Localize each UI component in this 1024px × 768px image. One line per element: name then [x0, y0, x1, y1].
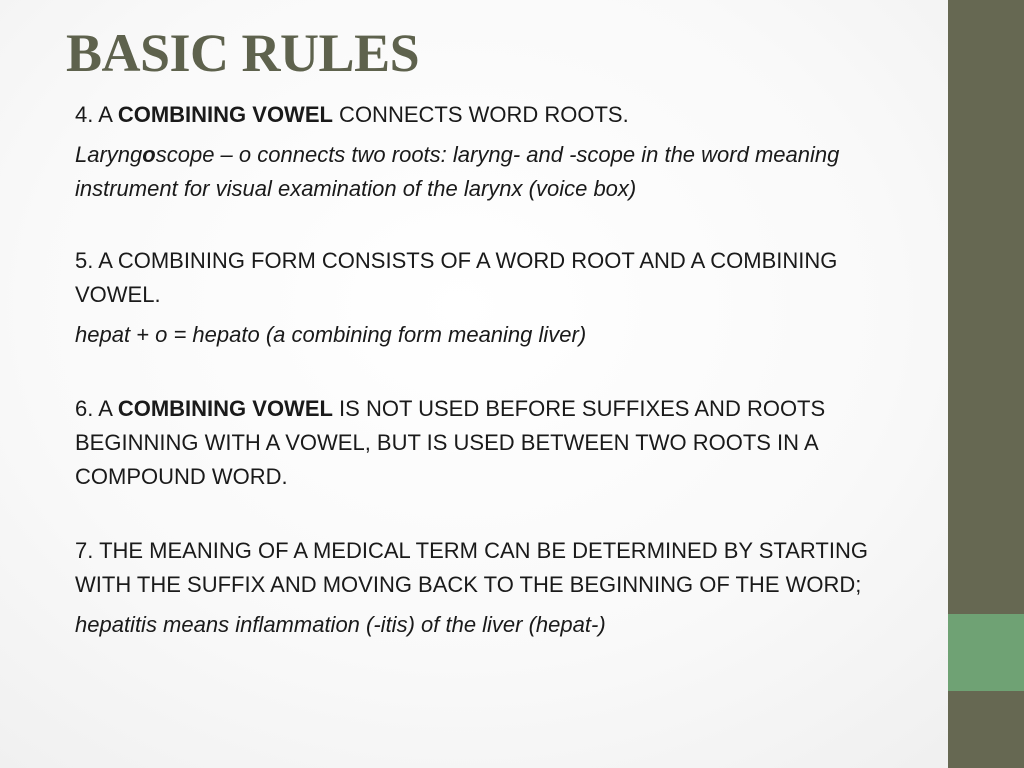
rule-6-emphasis: COMBINING VOWEL — [117, 396, 333, 421]
rule-6-prefix: 6. A — [75, 396, 118, 421]
rule-5-example: hepat + o = hepato (a combining form meaning liver) — [75, 322, 587, 347]
slide-title: BASIC RULES — [66, 23, 420, 83]
rule-4-prefix: 4. A — [75, 102, 118, 127]
side-accent-block — [948, 614, 1024, 691]
rule-4-suffix: CONNECTS WORD ROOTS. — [332, 102, 629, 127]
rule-7: 7. THE MEANING OF A MEDICAL TERM CAN BE DETERMINED BY STARTING WITH THE SUFFIX AND MOVING BACK TO THE BEGINNING OF THE WORD; — [75, 538, 868, 597]
rule-7-example: hepatitis means inflammation (-itis) of the liver (hepat-) — [75, 612, 606, 637]
rule-5: 5. A COMBINING FORM CONSISTS OF A WORD ROOT AND A COMBINING VOWEL. — [75, 248, 838, 307]
rule-6-suffix: IS NOT USED BEFORE SUFFIXES AND ROOTS BEGINNING WITH A VOWEL, BUT IS USED BETWEEN TWO ROOTS IN A COMPOUND WORD. — [75, 396, 826, 489]
rule-4-example-post: scope – o connects two roots: laryng- and -scope in the word meaning instrument for visual examination of the larynx (voice box) — [75, 142, 840, 201]
rule-4-example — [75, 138, 905, 206]
paragraph-spacer — [75, 494, 905, 534]
paragraph-spacer — [75, 352, 905, 392]
rule-6 — [75, 392, 905, 494]
rule-4-example-bold: o — [142, 142, 156, 167]
rule-4-example-pre: Laryng — [75, 142, 143, 167]
rule-4 — [75, 98, 905, 132]
paragraph-spacer — [75, 206, 905, 244]
slide-body — [75, 98, 905, 642]
rule-4-emphasis: COMBINING VOWEL — [117, 102, 333, 127]
